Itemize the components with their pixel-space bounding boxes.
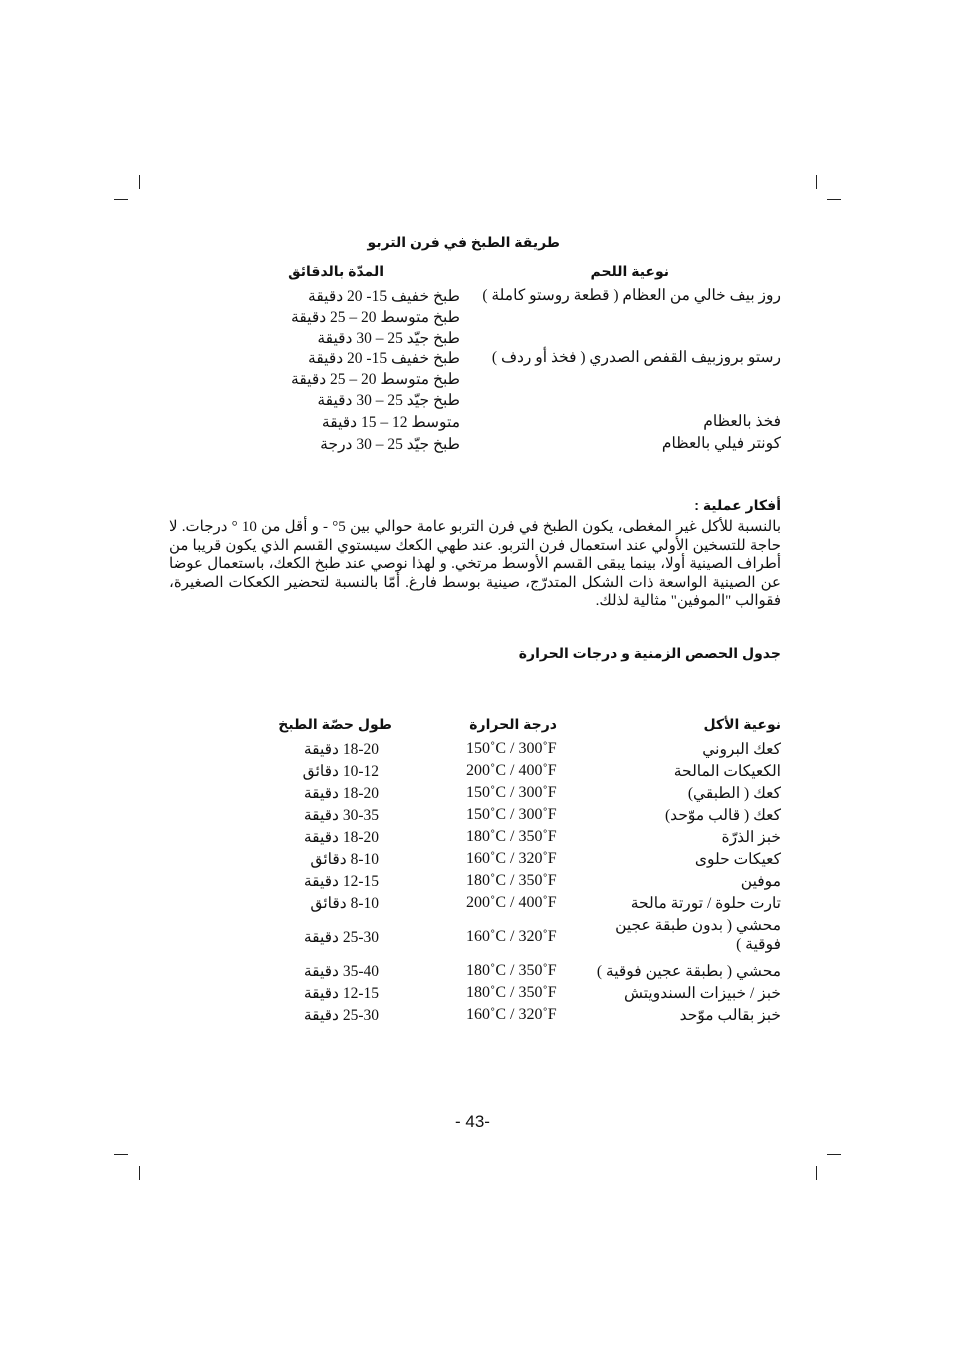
temperature-cell: 200˚C / 400˚F <box>466 762 557 779</box>
temperature-header: درجة الحرارة <box>469 716 557 732</box>
temperature-cell: 200˚C / 400˚F <box>466 894 557 911</box>
time-cell: 12-15 دقيقة <box>303 873 379 890</box>
tips-paragraph: بالنسبة للأكل غير المغطى، يكون الطبخ في فرن التربو عامة حوالي بين 5° - و أقل من 10 ° درجات. لا حاجة للتسخين الأولي عند استعمال فرن التربو. عند طهي الكعك سيستوي القسم الذي يكون قريبا من أطراف الصينية أولا، بينما يبقى القسم الأوسط مرتخي. و لهذا نوصي عند طبخ الكعك، باستعمال عوضا عن الصينية الواسعة ذات الشكل المتدرّج، صينية بوسط فارغ. أمّا بالنسبة لتحضير الكعكات الصغيرة، فقوالب "الموفين" مثالية لذلك. <box>169 519 781 610</box>
temperature-cell: 180˚C / 350˚F <box>466 872 557 889</box>
duration-header: المدّة بالدقائق <box>288 263 384 279</box>
time-cell: 30-35 دقيقة <box>303 807 379 824</box>
duration-item: طبخ خفيف 15- 20 دقيقة <box>308 288 460 305</box>
crop-mark-bottom-right-v <box>816 1166 817 1180</box>
food-cell: تارت حلوة / تورتة مالحة <box>630 895 781 912</box>
table-row <box>0 784 954 806</box>
table-row <box>0 850 954 872</box>
food-cell: خبز بقالب موّحد <box>679 1007 781 1024</box>
cooking-time-header: طول حصّة الطبخ <box>278 716 392 732</box>
section-title: طريقة الطبخ في فرن التربو <box>367 234 560 250</box>
table-row <box>0 984 954 1006</box>
temperature-cell: 150˚C / 300˚F <box>466 740 557 757</box>
food-cell: محشي ( بطبقة عجين فوقية ) <box>596 963 781 980</box>
table-row <box>0 872 954 894</box>
duration-item: طبخ جيّد 25 – 30 دقيقة <box>317 330 460 347</box>
time-cell: 8-10 دقائق <box>310 895 379 912</box>
duration-item: طبخ جيّد 25 – 30 درجة <box>320 436 460 453</box>
temperature-cell: 150˚C / 300˚F <box>466 784 557 801</box>
meat-type-header: نوعية اللحم <box>590 263 669 279</box>
table-row <box>0 1006 954 1028</box>
food-cell: خبز الذرّة <box>721 829 781 846</box>
tips-title: أفكار عملية : <box>694 497 781 513</box>
table-row <box>0 828 954 850</box>
time-cell: 12-15 دقيقة <box>303 985 379 1002</box>
food-cell: كعيكات حلوى <box>694 851 781 868</box>
table-row <box>0 740 954 762</box>
crop-mark-top-left-v <box>139 175 140 189</box>
duration-item: متوسط 12 – 15 دقيقة <box>321 414 460 431</box>
table-row <box>0 962 954 984</box>
duration-item: طبخ متوسط 20 – 25 دقيقة <box>291 309 460 326</box>
food-cell: خبز / خبيزات السندويتش <box>623 985 781 1002</box>
meat-item: فخذ بالعظام <box>703 413 781 430</box>
table-row <box>0 806 954 828</box>
food-type-header: نوعية الأكل <box>703 716 781 732</box>
food-cell: كعك ( قالب موّحد) <box>665 807 781 824</box>
crop-mark-bottom-left-v <box>139 1166 140 1180</box>
temperature-cell: 180˚C / 350˚F <box>466 962 557 979</box>
table-row <box>0 894 954 916</box>
crop-mark-top-right-v <box>816 175 817 189</box>
crop-mark-top-left-h <box>114 199 128 200</box>
crop-mark-bottom-left-h <box>114 1154 128 1155</box>
temperature-cell: 160˚C / 320˚F <box>466 850 557 867</box>
temperature-cell: 180˚C / 350˚F <box>466 828 557 845</box>
crop-mark-bottom-right-h <box>827 1154 841 1155</box>
food-cell: محشي ( بدون طبقة عجين فوقية ) <box>615 917 781 953</box>
food-cell: الكعيكات المالحة <box>673 763 781 780</box>
duration-item: طبخ متوسط 20 – 25 دقيقة <box>291 371 460 388</box>
page-number: - 43- <box>455 1112 490 1131</box>
time-cell: 35-40 دقيقة <box>303 963 379 980</box>
time-cell: 25-30 دقيقة <box>303 1007 379 1024</box>
crop-mark-top-right-h <box>827 199 841 200</box>
table-row <box>0 916 954 956</box>
temperature-cell: 160˚C / 320˚F <box>466 1006 557 1023</box>
time-cell: 10-12 دقائق <box>302 763 379 780</box>
meat-item: كونتر فيلي بالعظام <box>661 435 781 452</box>
food-cell: كعك البروني <box>702 741 781 758</box>
duration-item: طبخ خفيف 15- 20 دقيقة <box>308 350 460 367</box>
temperature-cell: 180˚C / 350˚F <box>466 984 557 1001</box>
meat-item: رستو بروزبيف القفص الصدري ( فخذ أو ردف ) <box>491 349 781 366</box>
table-row <box>0 762 954 784</box>
time-cell: 8-10 دقائق <box>310 851 379 868</box>
time-cell: 18-20 دقيقة <box>303 829 379 846</box>
time-cell: 18-20 دقيقة <box>303 741 379 758</box>
meat-item: روز بيف خالي من العظام ( قطعة روستو كاملة ) <box>482 287 781 304</box>
time-table-title: جدول الحصص الزمنية و درجات الحرارة <box>518 645 781 661</box>
food-cell: كعك ( الطبقي) <box>687 785 781 802</box>
time-cell: 25-30 دقيقة <box>303 929 379 946</box>
food-cell: موفين <box>740 873 781 890</box>
temperature-cell: 150˚C / 300˚F <box>466 806 557 823</box>
duration-item: طبخ جيّد 25 – 30 دقيقة <box>317 392 460 409</box>
temperature-cell: 160˚C / 320˚F <box>466 928 557 945</box>
time-cell: 18-20 دقيقة <box>303 785 379 802</box>
